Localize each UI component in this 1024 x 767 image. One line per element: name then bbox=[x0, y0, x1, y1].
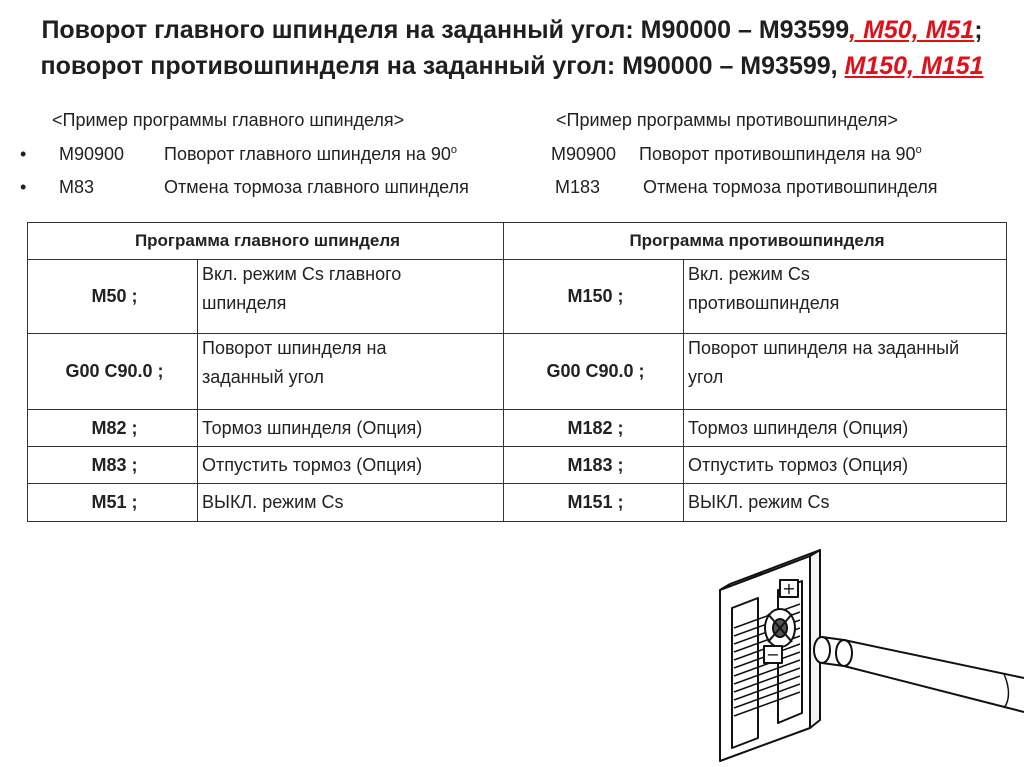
table-row bbox=[28, 260, 1007, 334]
bullet-icon: • bbox=[20, 177, 27, 197]
sub-desc-line: Поворот шпинделя на заданный bbox=[688, 338, 960, 358]
title-line-2-red: M150, M151 bbox=[844, 52, 984, 80]
sub-desc-line: угол bbox=[688, 367, 724, 387]
sub-desc-line: Вкл. режим Cs bbox=[688, 264, 810, 284]
bullet-icon: • bbox=[20, 144, 27, 164]
example-main-desc-1 bbox=[164, 144, 457, 165]
main-desc-line: заданный угол bbox=[202, 367, 324, 387]
example-main-desc-2: Отмена тормоза главного шпинделя bbox=[164, 177, 469, 197]
sub-code-cell: G00 C90.0 ; bbox=[504, 334, 684, 410]
header-sub-spindle: Программа противошпинделя bbox=[504, 223, 1007, 260]
sub-example-header: <Пример программы противошпинделя> bbox=[556, 110, 898, 130]
example-main-code-2: M83 bbox=[59, 177, 95, 197]
degree-mark: o bbox=[915, 144, 922, 156]
example-main-code-1: M90900 bbox=[59, 144, 125, 164]
example-sub-desc-1-text: Поворот противошпинделя на 90 bbox=[639, 144, 916, 164]
program-table bbox=[27, 222, 1007, 522]
table-row bbox=[28, 410, 1007, 447]
main-desc-line: шпинделя bbox=[202, 293, 287, 313]
title-line-2 bbox=[0, 48, 1024, 84]
example-sub-desc-2: Отмена тормоза противошпинделя bbox=[643, 177, 938, 197]
main-desc-cell: Тормоз шпинделя (Опция) bbox=[198, 410, 504, 447]
sub-desc-cell: Тормоз шпинделя (Опция) bbox=[684, 410, 1007, 447]
degree-mark: o bbox=[450, 144, 458, 156]
title-line-1 bbox=[0, 12, 1024, 48]
table-header-row bbox=[28, 223, 1007, 260]
main-desc-cell: Отпустить тормоз (Опция) bbox=[198, 447, 504, 484]
sub-desc-cell: ВЫКЛ. режим Cs bbox=[684, 484, 1007, 522]
main-desc-cell bbox=[198, 260, 504, 334]
example-sub-desc-1 bbox=[639, 144, 922, 165]
table-row bbox=[28, 447, 1007, 484]
main-code-cell: G00 C90.0 ; bbox=[28, 334, 198, 410]
header-main-spindle: Программа главного шпинделя bbox=[28, 223, 504, 260]
table-row bbox=[28, 484, 1007, 522]
spindle-illustration bbox=[708, 528, 1024, 767]
minus-label: − bbox=[766, 645, 780, 664]
main-example-header: <Пример программы главного шпинделя> bbox=[52, 110, 405, 130]
main-desc-line: Поворот шпинделя на bbox=[202, 338, 387, 358]
main-desc-cell bbox=[198, 334, 504, 410]
title-line-1-text: Поворот главного шпинделя на заданный угол: M90000 – M93599 bbox=[41, 16, 850, 44]
title-line-2-text: поворот противошпинделя на заданный угол: M90000 – M93599, bbox=[40, 52, 845, 80]
slide-title bbox=[0, 12, 1024, 84]
example-sub-code-2: M183 bbox=[555, 177, 601, 197]
sub-desc-cell bbox=[684, 334, 1007, 410]
example-sub-code-1: M90900 bbox=[551, 144, 617, 164]
title-line-1-end: ; bbox=[974, 16, 983, 44]
title-line-1-red: , M50, M51 bbox=[849, 16, 975, 44]
main-code-cell: M82 ; bbox=[28, 410, 198, 447]
sub-code-cell: M151 ; bbox=[504, 484, 684, 522]
main-code-cell: M50 ; bbox=[28, 260, 198, 334]
sub-desc-cell bbox=[684, 260, 1007, 334]
sub-desc-cell: Отпустить тормоз (Опция) bbox=[684, 447, 1007, 484]
main-desc-cell: ВЫКЛ. режим Cs bbox=[198, 484, 504, 522]
plus-label: + bbox=[782, 579, 796, 598]
example-main-desc-1-text: Поворот главного шпинделя на 90 bbox=[164, 144, 451, 164]
main-desc-line: Вкл. режим Cs главного bbox=[202, 264, 402, 284]
main-code-cell: M83 ; bbox=[28, 447, 198, 484]
sub-code-cell: M183 ; bbox=[504, 447, 684, 484]
sub-code-cell: M150 ; bbox=[504, 260, 684, 334]
table-row bbox=[28, 334, 1007, 410]
sub-code-cell: M182 ; bbox=[504, 410, 684, 447]
sub-desc-line: противошпинделя bbox=[688, 293, 840, 313]
main-code-cell: M51 ; bbox=[28, 484, 198, 522]
